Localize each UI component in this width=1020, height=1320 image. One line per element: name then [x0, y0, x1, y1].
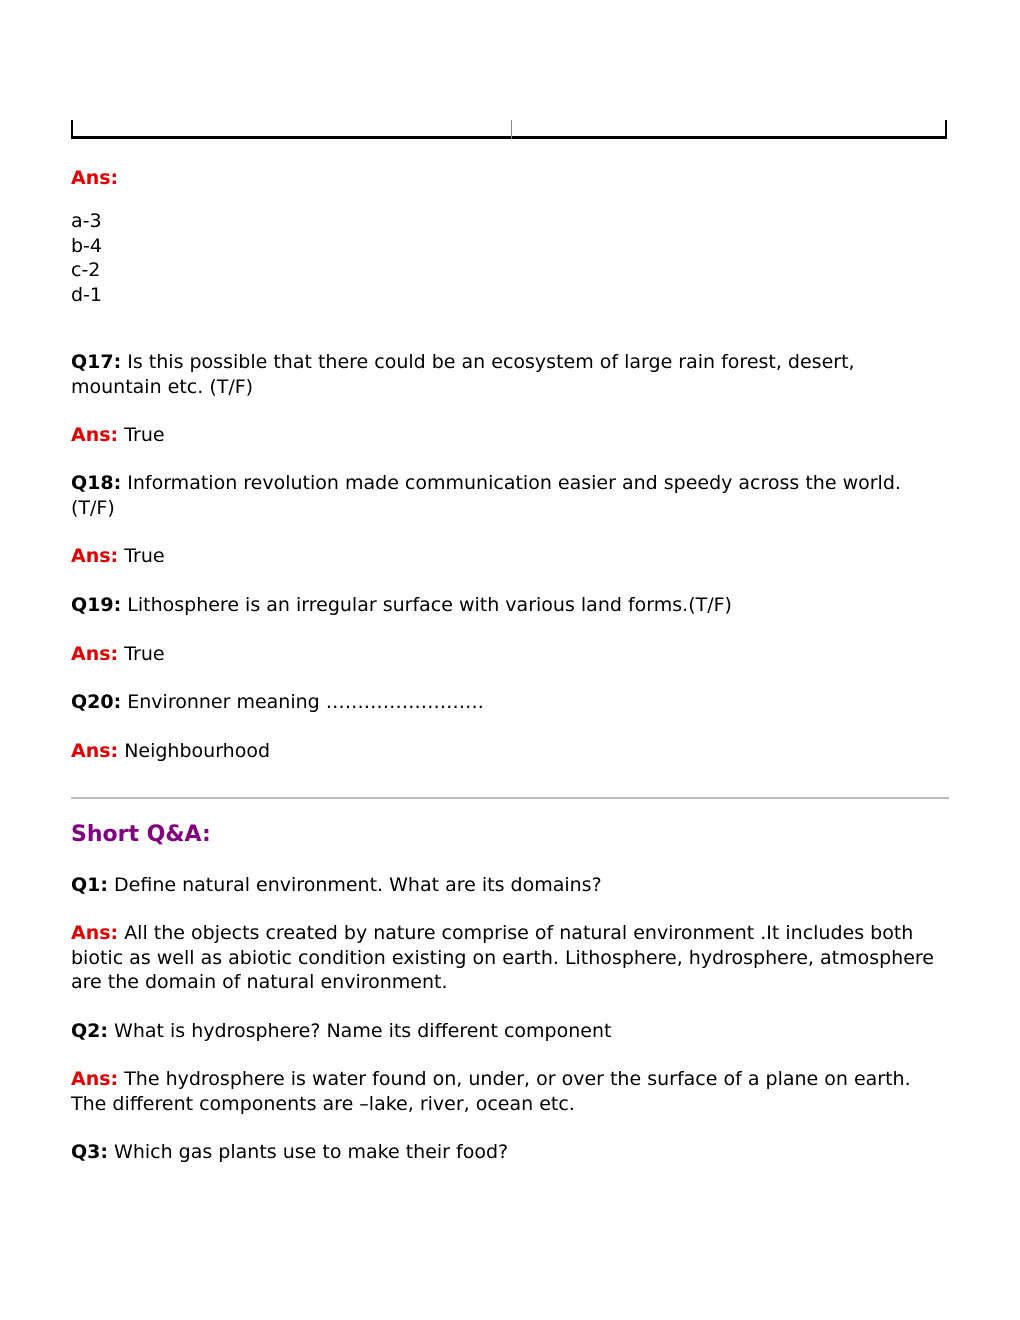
match-line: a-3	[71, 210, 102, 232]
question-text: Is this possible that there could be an ecosystem of large rain forest, desert, mountain etc. (T/F)	[71, 351, 855, 398]
question-q19	[71, 593, 949, 618]
answer-label: Ans:	[71, 545, 119, 567]
short-question-q1	[71, 873, 949, 898]
answer-label: Ans:	[71, 922, 119, 944]
question-text: Environner meaning …………………….	[127, 691, 484, 713]
question-text: Define natural environment. What are its domains?	[114, 874, 602, 896]
question-label: Q2:	[71, 1020, 108, 1042]
short-question-q3	[71, 1140, 949, 1165]
question-q20	[71, 690, 949, 715]
question-label: Q20:	[71, 691, 122, 713]
answer-text: The hydrosphere is water found on, under, or over the surface of a plane on earth. The different components are –lake, river, ocean etc.	[71, 1068, 911, 1115]
answer-q17	[71, 423, 949, 448]
answer-label: Ans:	[71, 1068, 119, 1090]
answer-label: Ans:	[71, 643, 119, 665]
question-text: What is hydrosphere? Name its different component	[114, 1020, 612, 1042]
question-label: Q1:	[71, 874, 108, 896]
short-answer-q2	[71, 1067, 949, 1116]
answer-text: True	[124, 643, 165, 665]
question-label: Q18:	[71, 472, 122, 494]
table-column-divider	[511, 120, 512, 139]
match-answer-list	[71, 209, 949, 307]
match-line: d-1	[71, 283, 103, 306]
question-label: Q19:	[71, 594, 122, 616]
question-q17	[71, 350, 949, 399]
question-label: Q3:	[71, 1141, 108, 1163]
question-text: Lithosphere is an irregular surface with various land forms.(T/F)	[127, 594, 732, 616]
match-line: c-2	[71, 259, 101, 281]
question-label: Q17:	[71, 351, 122, 373]
answer-label: Ans:	[71, 740, 119, 762]
answer-text: Neighbourhood	[124, 740, 271, 762]
short-answer-q1	[71, 921, 949, 995]
answer-text: True	[124, 424, 165, 446]
answer-q18	[71, 544, 949, 569]
question-text: Information revolution made communication easier and speedy across the world. (T/F)	[71, 472, 901, 519]
answer-q20	[71, 739, 949, 764]
answer-label: Ans:	[71, 424, 119, 446]
answer-label: Ans:	[71, 167, 119, 189]
answer-text: True	[124, 545, 165, 567]
question-q18	[71, 471, 949, 520]
answer-block-matching	[71, 166, 949, 191]
match-line: b-4	[71, 234, 103, 257]
short-question-q2	[71, 1019, 949, 1044]
answer-q19	[71, 642, 949, 667]
question-text: Which gas plants use to make their food?	[114, 1141, 509, 1163]
section-title: Short Q&A:	[71, 822, 211, 847]
table-bottom-edge	[71, 120, 947, 139]
section-divider	[71, 797, 949, 799]
answer-text: All the objects created by nature comprise of natural environment .It includes both biotic as well as abiotic condition existing on earth. Lithosphere, hydrosphere, atmosphere are the domain of natural environment.	[71, 922, 934, 993]
